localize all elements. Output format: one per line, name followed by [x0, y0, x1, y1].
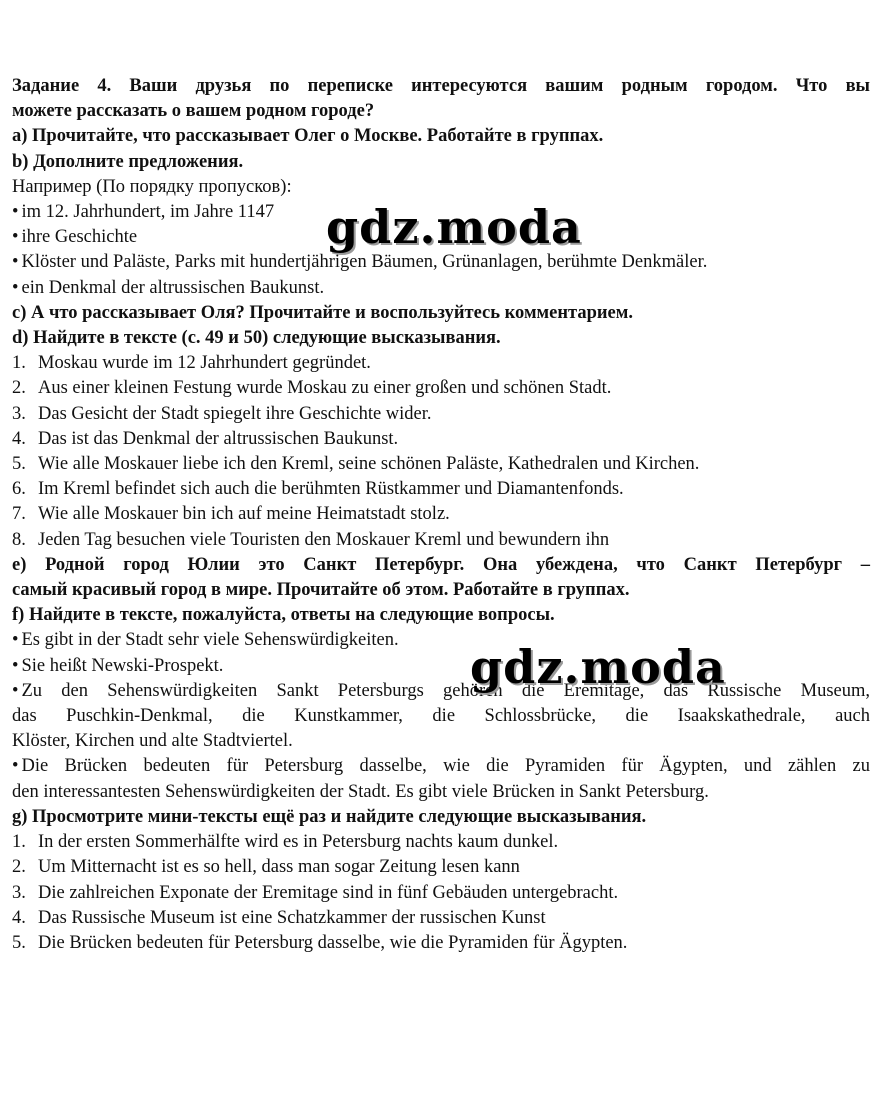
f-item-3-line2: das Puschkin-Denkmal, die Kunstkammer, die Schlossbrücke, die Isaakskathedrale, auch — [12, 706, 870, 727]
task-g: g) Просмотрите мини-тексты ещё раз и найдите следующие высказывания. — [12, 806, 647, 827]
d-item: 2. Aus einer kleinen Festung wurde Moskau zu einer großen und schönen Stadt. — [12, 378, 612, 399]
task-e-line1: e) Родной город Юлии это Санкт Петербург. Она убеждена, что Санкт Петербург – — [12, 554, 870, 575]
task-f: f) Найдите в тексте, пожалуйста, ответы на следующие вопросы. — [12, 605, 555, 626]
f-item-4-line1: • Die Brücken bedeuten für Petersburg dasselbe, wie die Pyramiden für Ägypten, und zählen zu — [12, 754, 870, 779]
b-item: • ihre Geschichte — [12, 225, 870, 250]
g-item: 2. Um Mitternacht ist es so hell, dass man sogar Zeitung lesen kann — [12, 857, 520, 878]
g-item: 3. Die zahlreichen Exponate der Eremitage sind in fünf Gebäuden untergebracht. — [12, 882, 619, 903]
task-b: b) Дополните предложения. — [12, 151, 244, 172]
g-item: 4. Das Russische Museum ist eine Schatzkammer der russischen Kunst — [12, 907, 546, 928]
b-item: • ein Denkmal der altrussischen Baukunst. — [12, 276, 870, 301]
d-item: 1. Moskau wurde im 12 Jahrhundert gegründet. — [12, 353, 371, 374]
d-item: 8. Jeden Tag besuchen viele Touristen den Moskauer Kreml und bewundern ihn — [12, 529, 610, 550]
b-item: • im 12. Jahrhundert, im Jahre 1147 — [12, 200, 870, 225]
watermark-logo: gdz.moda — [326, 200, 582, 254]
g-item: 1. In der ersten Sommerhälfte wird es in Petersburg nachts kaum dunkel. — [12, 832, 559, 853]
task-a: a) Прочитайте, что рассказывает Олег о Москве. Работайте в группах. — [12, 126, 604, 147]
d-item: 4. Das ist das Denkmal der altrussischen Baukunst. — [12, 428, 399, 449]
f-item: • Sie heißt Newski-Prospekt. — [12, 654, 870, 679]
task-c: c) А что рассказывает Оля? Прочитайте и воспользуйтесь комментарием. — [12, 302, 633, 323]
task-title-line1: Задание 4. Ваши друзья по переписке интересуются вашим родным городом. Что вы — [12, 76, 870, 96]
d-item: 6. Im Kreml befindet sich auch die berühmten Rüstkammer und Diamantenfonds. — [12, 479, 624, 500]
task-d: d) Найдите в тексте (с. 49 и 50) следующие высказывания. — [12, 328, 501, 349]
task-title-line2: можете рассказать о вашем родном городе? — [12, 101, 375, 122]
b-item: • Klöster und Paläste, Parks mit hundertjährigen Bäumen, Grünanlagen, berühmte Denkmäler. — [12, 250, 870, 275]
g-item: 5. Die Brücken bedeuten für Petersburg dasselbe, wie die Pyramiden für Ägypten. — [12, 932, 628, 953]
f-item-3-line1: • Zu den Sehenswürdigkeiten Sankt Petersburgs gehören die Eremitage, das Russische Museum, — [12, 679, 870, 704]
d-item: 5. Wie alle Moskauer liebe ich den Kreml, seine schönen Paläste, Kathedralen und Kirchen. — [12, 454, 700, 475]
d-item: 7. Wie alle Moskauer bin ich auf meine Heimatstadt stolz. — [12, 504, 450, 525]
task-e-line2: самый красивый город в мире. Прочитайте об этом. Работайте в группах. — [12, 580, 630, 601]
example-label: Например (По порядку пропусков): — [12, 176, 292, 197]
f-item-4-line2: den interessantesten Sehenswürdigkeiten der Stadt. Es gibt viele Brücken in Sankt Petersburg. — [12, 781, 709, 802]
d-item: 3. Das Gesicht der Stadt spiegelt ihre Geschichte wider. — [12, 403, 432, 424]
watermark-logo: gdz.moda — [470, 640, 726, 694]
f-item: • Es gibt in der Stadt sehr viele Sehenswürdigkeiten. — [12, 628, 870, 653]
f-item-3-line3: Klöster, Kirchen und alte Stadtviertel. — [12, 731, 293, 752]
